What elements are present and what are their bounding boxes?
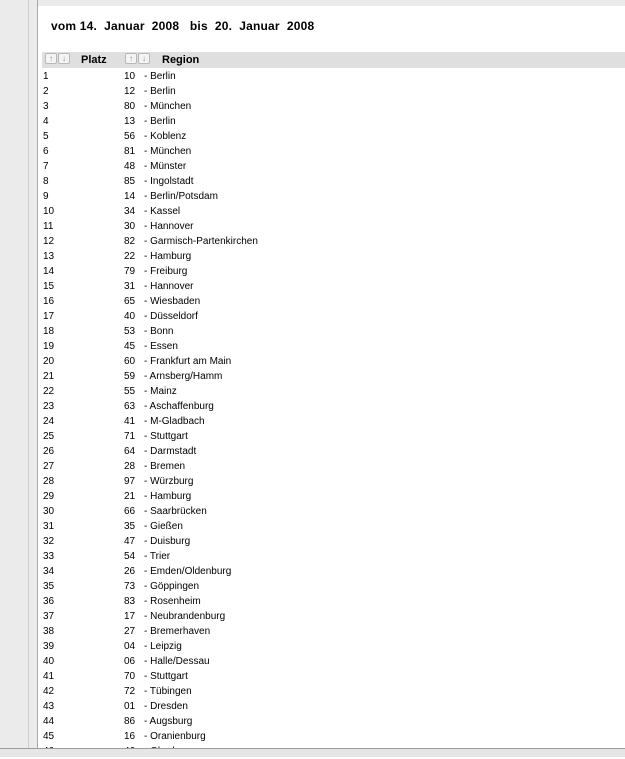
sort-descending-icon[interactable]: ↓ — [58, 53, 70, 64]
rank-cell: 34 — [43, 566, 55, 577]
region-name-cell: - Bremen — [144, 461, 186, 472]
region-code-cell: 26 — [124, 566, 136, 577]
table-header-row — [42, 52, 625, 68]
region-code-cell: 81 — [124, 146, 136, 157]
region-code-cell: 28 — [124, 461, 136, 472]
region-name-cell: - Gießen — [144, 521, 183, 532]
region-code-cell: 82 — [124, 236, 136, 247]
table-row — [42, 114, 625, 129]
region-code-cell: 56 — [124, 131, 136, 142]
region-code-cell: 31 — [124, 281, 136, 292]
region-code-cell: 73 — [124, 581, 136, 592]
window-bottom-bar — [0, 748, 625, 757]
table-row — [42, 294, 625, 309]
rank-cell: 42 — [43, 686, 55, 697]
region-name-cell: - Hamburg — [144, 491, 192, 502]
rank-cell: 40 — [43, 656, 55, 667]
table-row — [42, 249, 625, 264]
rank-cell: 44 — [43, 716, 55, 727]
table-row — [42, 69, 625, 84]
platz-sort-controls — [45, 53, 70, 65]
region-code-cell: 10 — [124, 71, 136, 82]
table-row — [42, 189, 625, 204]
table-row — [42, 729, 625, 744]
region-name-cell: - Halle/Dessau — [144, 656, 210, 667]
region-sort-controls — [125, 53, 150, 65]
region-code-cell: 59 — [124, 371, 136, 382]
region-name-cell: - Aschaffenburg — [144, 401, 214, 412]
rank-cell: 30 — [43, 506, 55, 517]
region-code-cell: 27 — [124, 626, 136, 637]
region-name-cell: - Essen — [144, 341, 178, 352]
table-row — [42, 504, 625, 519]
rank-cell: 24 — [43, 416, 55, 427]
region-code-cell: 14 — [124, 191, 136, 202]
column-header-platz[interactable]: Platz — [81, 54, 107, 66]
sort-ascending-icon[interactable]: ↑ — [125, 53, 137, 64]
region-code-cell: 97 — [124, 476, 136, 487]
region-name-cell: - Tübingen — [144, 686, 192, 697]
region-name-cell: - Bonn — [144, 326, 174, 337]
region-name-cell: - Emden/Oldenburg — [144, 566, 232, 577]
rank-cell: 3 — [43, 101, 49, 112]
rank-cell: 2 — [43, 86, 49, 97]
region-code-cell: 40 — [124, 311, 136, 322]
region-name-cell: - Münster — [144, 161, 187, 172]
table-row — [42, 564, 625, 579]
region-code-cell: 55 — [124, 386, 136, 397]
region-name-cell: - Stuttgart — [144, 671, 188, 682]
rank-cell: 32 — [43, 536, 55, 547]
region-name-cell: - Ingolstadt — [144, 176, 194, 187]
region-code-cell: 66 — [124, 506, 136, 517]
table-row — [42, 174, 625, 189]
sort-ascending-icon[interactable]: ↑ — [45, 53, 57, 64]
rank-cell: 19 — [43, 341, 55, 352]
region-name-cell: - Leipzig — [144, 641, 182, 652]
table-row — [42, 609, 625, 624]
table-row — [42, 264, 625, 279]
left-frame-gutter — [0, 0, 38, 757]
table-row — [42, 159, 625, 174]
table-row — [42, 339, 625, 354]
table-row — [42, 594, 625, 609]
region-code-cell: 85 — [124, 176, 136, 187]
rank-cell: 16 — [43, 296, 55, 307]
rank-cell: 17 — [43, 311, 55, 322]
region-name-cell: - Dresden — [144, 701, 188, 712]
rank-cell: 6 — [43, 146, 49, 157]
region-name-cell: - Frankfurt am Main — [144, 356, 232, 367]
table-row — [42, 714, 625, 729]
region-name-cell: - Hamburg — [144, 251, 192, 262]
table-row — [42, 474, 625, 489]
region-code-cell: 22 — [124, 251, 136, 262]
rank-cell: 1 — [43, 71, 49, 82]
table-row — [42, 519, 625, 534]
rank-cell: 21 — [43, 371, 55, 382]
region-code-cell: 48 — [124, 161, 136, 172]
table-row — [42, 369, 625, 384]
region-code-cell: 71 — [124, 431, 136, 442]
region-name-cell: - Mainz — [144, 386, 177, 397]
region-code-cell: 21 — [124, 491, 136, 502]
region-name-cell: - Neubrandenburg — [144, 611, 226, 622]
region-code-cell: 47 — [124, 536, 136, 547]
region-name-cell: - Koblenz — [144, 131, 187, 142]
rank-cell: 12 — [43, 236, 55, 247]
region-name-cell: - Berlin/Potsdam — [144, 191, 218, 202]
rank-cell: 38 — [43, 626, 55, 637]
region-name-cell: - Stuttgart — [144, 431, 188, 442]
table-row — [42, 309, 625, 324]
region-code-cell: 83 — [124, 596, 136, 607]
table-row — [42, 699, 625, 714]
table-row — [42, 534, 625, 549]
region-code-cell: 30 — [124, 221, 136, 232]
table-row — [42, 399, 625, 414]
region-code-cell: 04 — [124, 641, 136, 652]
region-code-cell: 45 — [124, 341, 136, 352]
region-name-cell: - Wiesbaden — [144, 296, 201, 307]
region-name-cell: - Göppingen — [144, 581, 200, 592]
region-code-cell: 17 — [124, 611, 136, 622]
rank-cell: 35 — [43, 581, 55, 592]
table-row — [42, 639, 625, 654]
region-name-cell: - M-Gladbach — [144, 416, 205, 427]
rank-cell: 18 — [43, 326, 55, 337]
region-code-cell: 41 — [124, 416, 136, 427]
rank-cell: 45 — [43, 731, 55, 742]
region-code-cell: 70 — [124, 671, 136, 682]
table-row — [42, 99, 625, 114]
region-name-cell: - Berlin — [144, 116, 176, 127]
region-code-cell: 72 — [124, 686, 136, 697]
table-row — [42, 354, 625, 369]
table-row — [42, 489, 625, 504]
region-name-cell: - München — [144, 146, 192, 157]
table-row — [42, 279, 625, 294]
region-name-cell: - Augsburg — [144, 716, 193, 727]
region-name-cell: - München — [144, 101, 192, 112]
date-range-title: vom 14. Januar 2008 bis 20. Januar 2008 — [51, 19, 315, 33]
gutter-divider — [28, 0, 29, 757]
region-code-cell: 34 — [124, 206, 136, 217]
region-name-cell: - Darmstadt — [144, 446, 197, 457]
rank-cell: 27 — [43, 461, 55, 472]
table-row — [42, 324, 625, 339]
region-name-cell: - Rosenheim — [144, 596, 201, 607]
rank-cell: 29 — [43, 491, 55, 502]
region-name-cell: - Arnsberg/Hamm — [144, 371, 223, 382]
region-name-cell: - Würzburg — [144, 476, 194, 487]
table-row — [42, 429, 625, 444]
region-code-cell: 86 — [124, 716, 136, 727]
rank-cell: 23 — [43, 401, 55, 412]
table-row — [42, 84, 625, 99]
table-row — [42, 129, 625, 144]
rank-cell: 37 — [43, 611, 55, 622]
frame-top-border — [38, 0, 625, 6]
region-code-cell: 64 — [124, 446, 136, 457]
region-code-cell: 53 — [124, 326, 136, 337]
region-code-cell: 54 — [124, 551, 136, 562]
region-name-cell: - Bremerhaven — [144, 626, 211, 637]
region-name-cell: - Berlin — [144, 71, 176, 82]
table-row — [42, 579, 625, 594]
region-name-cell: - Duisburg — [144, 536, 191, 547]
table-row — [42, 624, 625, 639]
sort-descending-icon[interactable]: ↓ — [138, 53, 150, 64]
rank-cell: 9 — [43, 191, 49, 202]
region-name-cell: - Kassel — [144, 206, 181, 217]
rank-cell: 43 — [43, 701, 55, 712]
region-code-cell: 12 — [124, 86, 136, 97]
rank-cell: 4 — [43, 116, 49, 127]
rank-cell: 14 — [43, 266, 55, 277]
rank-cell: 20 — [43, 356, 55, 367]
region-code-cell: 16 — [124, 731, 136, 742]
region-code-cell: 63 — [124, 401, 136, 412]
region-code-cell: 79 — [124, 266, 136, 277]
region-code-cell: 60 — [124, 356, 136, 367]
rank-cell: 33 — [43, 551, 55, 562]
rank-cell: 39 — [43, 641, 55, 652]
rank-cell: 7 — [43, 161, 49, 172]
table-row — [42, 444, 625, 459]
region-code-cell: 06 — [124, 656, 136, 667]
rank-cell: 8 — [43, 176, 49, 187]
table-row — [42, 549, 625, 564]
region-code-cell: 13 — [124, 116, 136, 127]
region-name-cell: - Düsseldorf — [144, 311, 198, 322]
table-row — [42, 684, 625, 699]
table-row — [42, 144, 625, 159]
region-name-cell: - Berlin — [144, 86, 176, 97]
region-name-cell: - Trier — [144, 551, 171, 562]
rank-cell: 5 — [43, 131, 49, 142]
rank-cell: 10 — [43, 206, 55, 217]
rank-cell: 13 — [43, 251, 55, 262]
table-row — [42, 204, 625, 219]
table-row — [42, 459, 625, 474]
ranking-table-body — [42, 69, 625, 759]
region-name-cell: - Saarbrücken — [144, 506, 207, 517]
rank-cell: 26 — [43, 446, 55, 457]
region-name-cell: - Garmisch-Partenkirchen — [144, 236, 258, 247]
region-name-cell: - Freiburg — [144, 266, 188, 277]
table-row — [42, 654, 625, 669]
rank-cell: 31 — [43, 521, 55, 532]
table-row — [42, 414, 625, 429]
region-name-cell: - Oranienburg — [144, 731, 206, 742]
region-code-cell: 35 — [124, 521, 136, 532]
table-row — [42, 219, 625, 234]
rank-cell: 36 — [43, 596, 55, 607]
rank-cell: 15 — [43, 281, 55, 292]
region-code-cell: 01 — [124, 701, 136, 712]
rank-cell: 41 — [43, 671, 55, 682]
rank-cell: 11 — [43, 221, 54, 232]
column-header-region[interactable]: Region — [162, 54, 200, 66]
table-row — [42, 669, 625, 684]
region-code-cell: 80 — [124, 101, 136, 112]
region-code-cell: 65 — [124, 296, 136, 307]
rank-cell: 28 — [43, 476, 55, 487]
rank-cell: 25 — [43, 431, 55, 442]
table-row — [42, 234, 625, 249]
table-row — [42, 384, 625, 399]
rank-cell: 22 — [43, 386, 55, 397]
region-name-cell: - Hannover — [144, 281, 194, 292]
region-name-cell: - Hannover — [144, 221, 194, 232]
